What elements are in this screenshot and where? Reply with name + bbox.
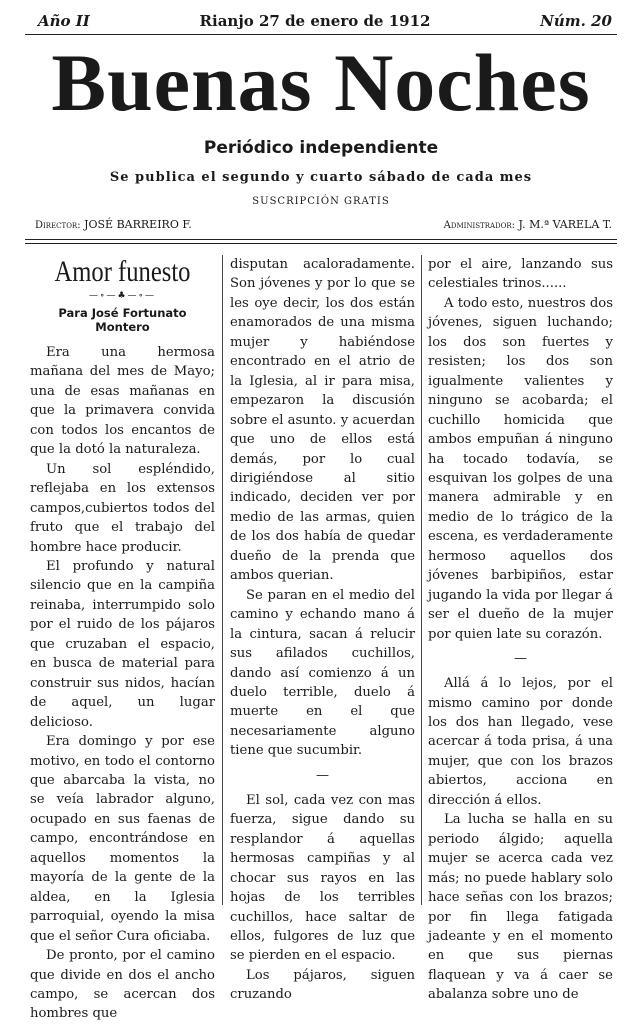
paragraph: De pronto, por el camino que divide en dos el ancho campo, se acercan dos hombres que <box>30 948 215 1022</box>
publication-schedule: Se publica el segundo y cuarto sábado de cada mes <box>109 170 533 185</box>
paragraph: Los pájaros, siguen cruzando <box>230 967 415 1003</box>
paragraph: El sol, cada vez con mas fuerza, sigue dando su resplandor á aquellas hermosas campiñas y al chocar sus rayos en las hojas de los terribles cuchillos, hace saltar de ellos, fulgores de luz que se pierden en el espacio. <box>230 792 415 964</box>
article-column-2 <box>230 255 415 1005</box>
administrator <box>444 218 612 231</box>
article-dedication: Para José Fortunato Montero <box>58 306 187 334</box>
director <box>35 218 192 231</box>
admin-label: Administrador: <box>443 220 516 231</box>
masthead-bottom-rule-double <box>25 243 617 244</box>
top-rule <box>25 34 617 35</box>
paragraph: Allá á lo lejos, por el mismo camino por donde los dos han llegado, vese acercar á toda prisa, á una mujer, que con los brazos abiertos, acciona en dirección á ellos. <box>428 676 613 808</box>
paragraph: disputan acaloradamente. Son jóvenes y por lo que se les oye decir, los dos están enamorados de una misma mujer y habiéndose encontrado en el atrio de la Iglesia, al ir para misa, empezaron la discusión sobre el asunto. y acuerdan que uno de ellos está demás, por lo cual dirigiéndose al sitio indicado, deciden ver por medio de las armas, quien de los dos había de quedar dueño de la prenda que ambos querian. <box>230 257 415 584</box>
director-label: Director: <box>35 220 81 231</box>
director-name: JOSÉ BARREIRO F. <box>84 218 192 231</box>
dateline: Rianjo 27 de enero de 1912 <box>199 12 431 30</box>
masthead-bottom-rule <box>25 239 617 240</box>
paragraph: Era una hermosa mañana del mes de Mayo; una de esas mañanas en que la primavera convida con todos los encantos de que la dotó la naturaleza. <box>30 345 215 458</box>
issue-year: Año II <box>38 12 90 30</box>
title-ornament: —∘—♣—∘— <box>89 291 156 301</box>
section-separator: — <box>514 651 527 667</box>
section-separator: — <box>316 767 329 783</box>
staff-line <box>35 218 612 231</box>
column-divider <box>222 255 223 905</box>
issue-number: Núm. 20 <box>540 12 612 30</box>
article-column-3 <box>428 255 613 1005</box>
paragraph: A todo esto, nuestros dos jóvenes, siguen luchando; los dos son fuertes y resisten; los dos son igualmente valientes y ninguno se acobarda; el cuchillo homicida que ambos empuñan á ninguno ha tocado todavía, se esquivan los golpes de una manera admirable y en medio de lo trágico de la escena, es verdaderamente hermoso aquellos dos jóvenes barbipiños, estar jugando la vida por llegar á ser el dueño de la mujer por quien late su corazón. <box>428 295 613 642</box>
paragraph: Se paran en el medio del camino y echando mano á la cintura, sacan á relucir sus afilados cuchillos, dando así comienzo á un duelo terrible, duelo á muerte en el que necesariamente alguno tiene que sucumbir. <box>230 587 415 759</box>
newspaper-subtitle: Periódico independiente <box>203 138 439 158</box>
subscription-note: SUSCRIPCIÓN GRATIS <box>252 196 390 207</box>
paragraph: Era domingo y por ese motivo, en todo el contorno que abarcaba la vista, no se veía labrador alguno, ocupado en sus faenas de campo, encontrándose en aquellos momentos la mayoría de la gente de la aldea, en la Iglesia parroquial, oyendo la misa que el señor Cura oficiaba. <box>30 734 215 944</box>
paragraph: El profundo y natural silencio que en la campiña reinaba, interrumpido solo por el ruido de los pájaros que cruzaban el espacio, en busca de material para construir sus nidos, hacían de aquel, un lugar delicioso. <box>30 558 215 730</box>
paragraph: Un sol espléndido, reflejaba en los extensos campos,cubiertos todos del fruto que el trabajo del hombre hace producir. <box>30 461 215 555</box>
paragraph: por el aire, lanzando sus celestiales trinos...... <box>428 257 613 292</box>
admin-name: J. M.ª VARELA T. <box>518 218 612 231</box>
masthead-top-line <box>38 10 612 32</box>
paragraph: La lucha se halla en su periodo álgido; aquella mujer se acerca cada vez más; no puede hablary solo hace señas con los brazos; por fin llega fatigada jadeante y en el momento en que sus piernas flaquean y va á caer se abalanza sobre uno de <box>428 812 613 1003</box>
article-title: Amor funesto <box>54 255 191 288</box>
column-divider <box>421 255 422 905</box>
newspaper-title: Buenas Noches <box>51 37 591 128</box>
